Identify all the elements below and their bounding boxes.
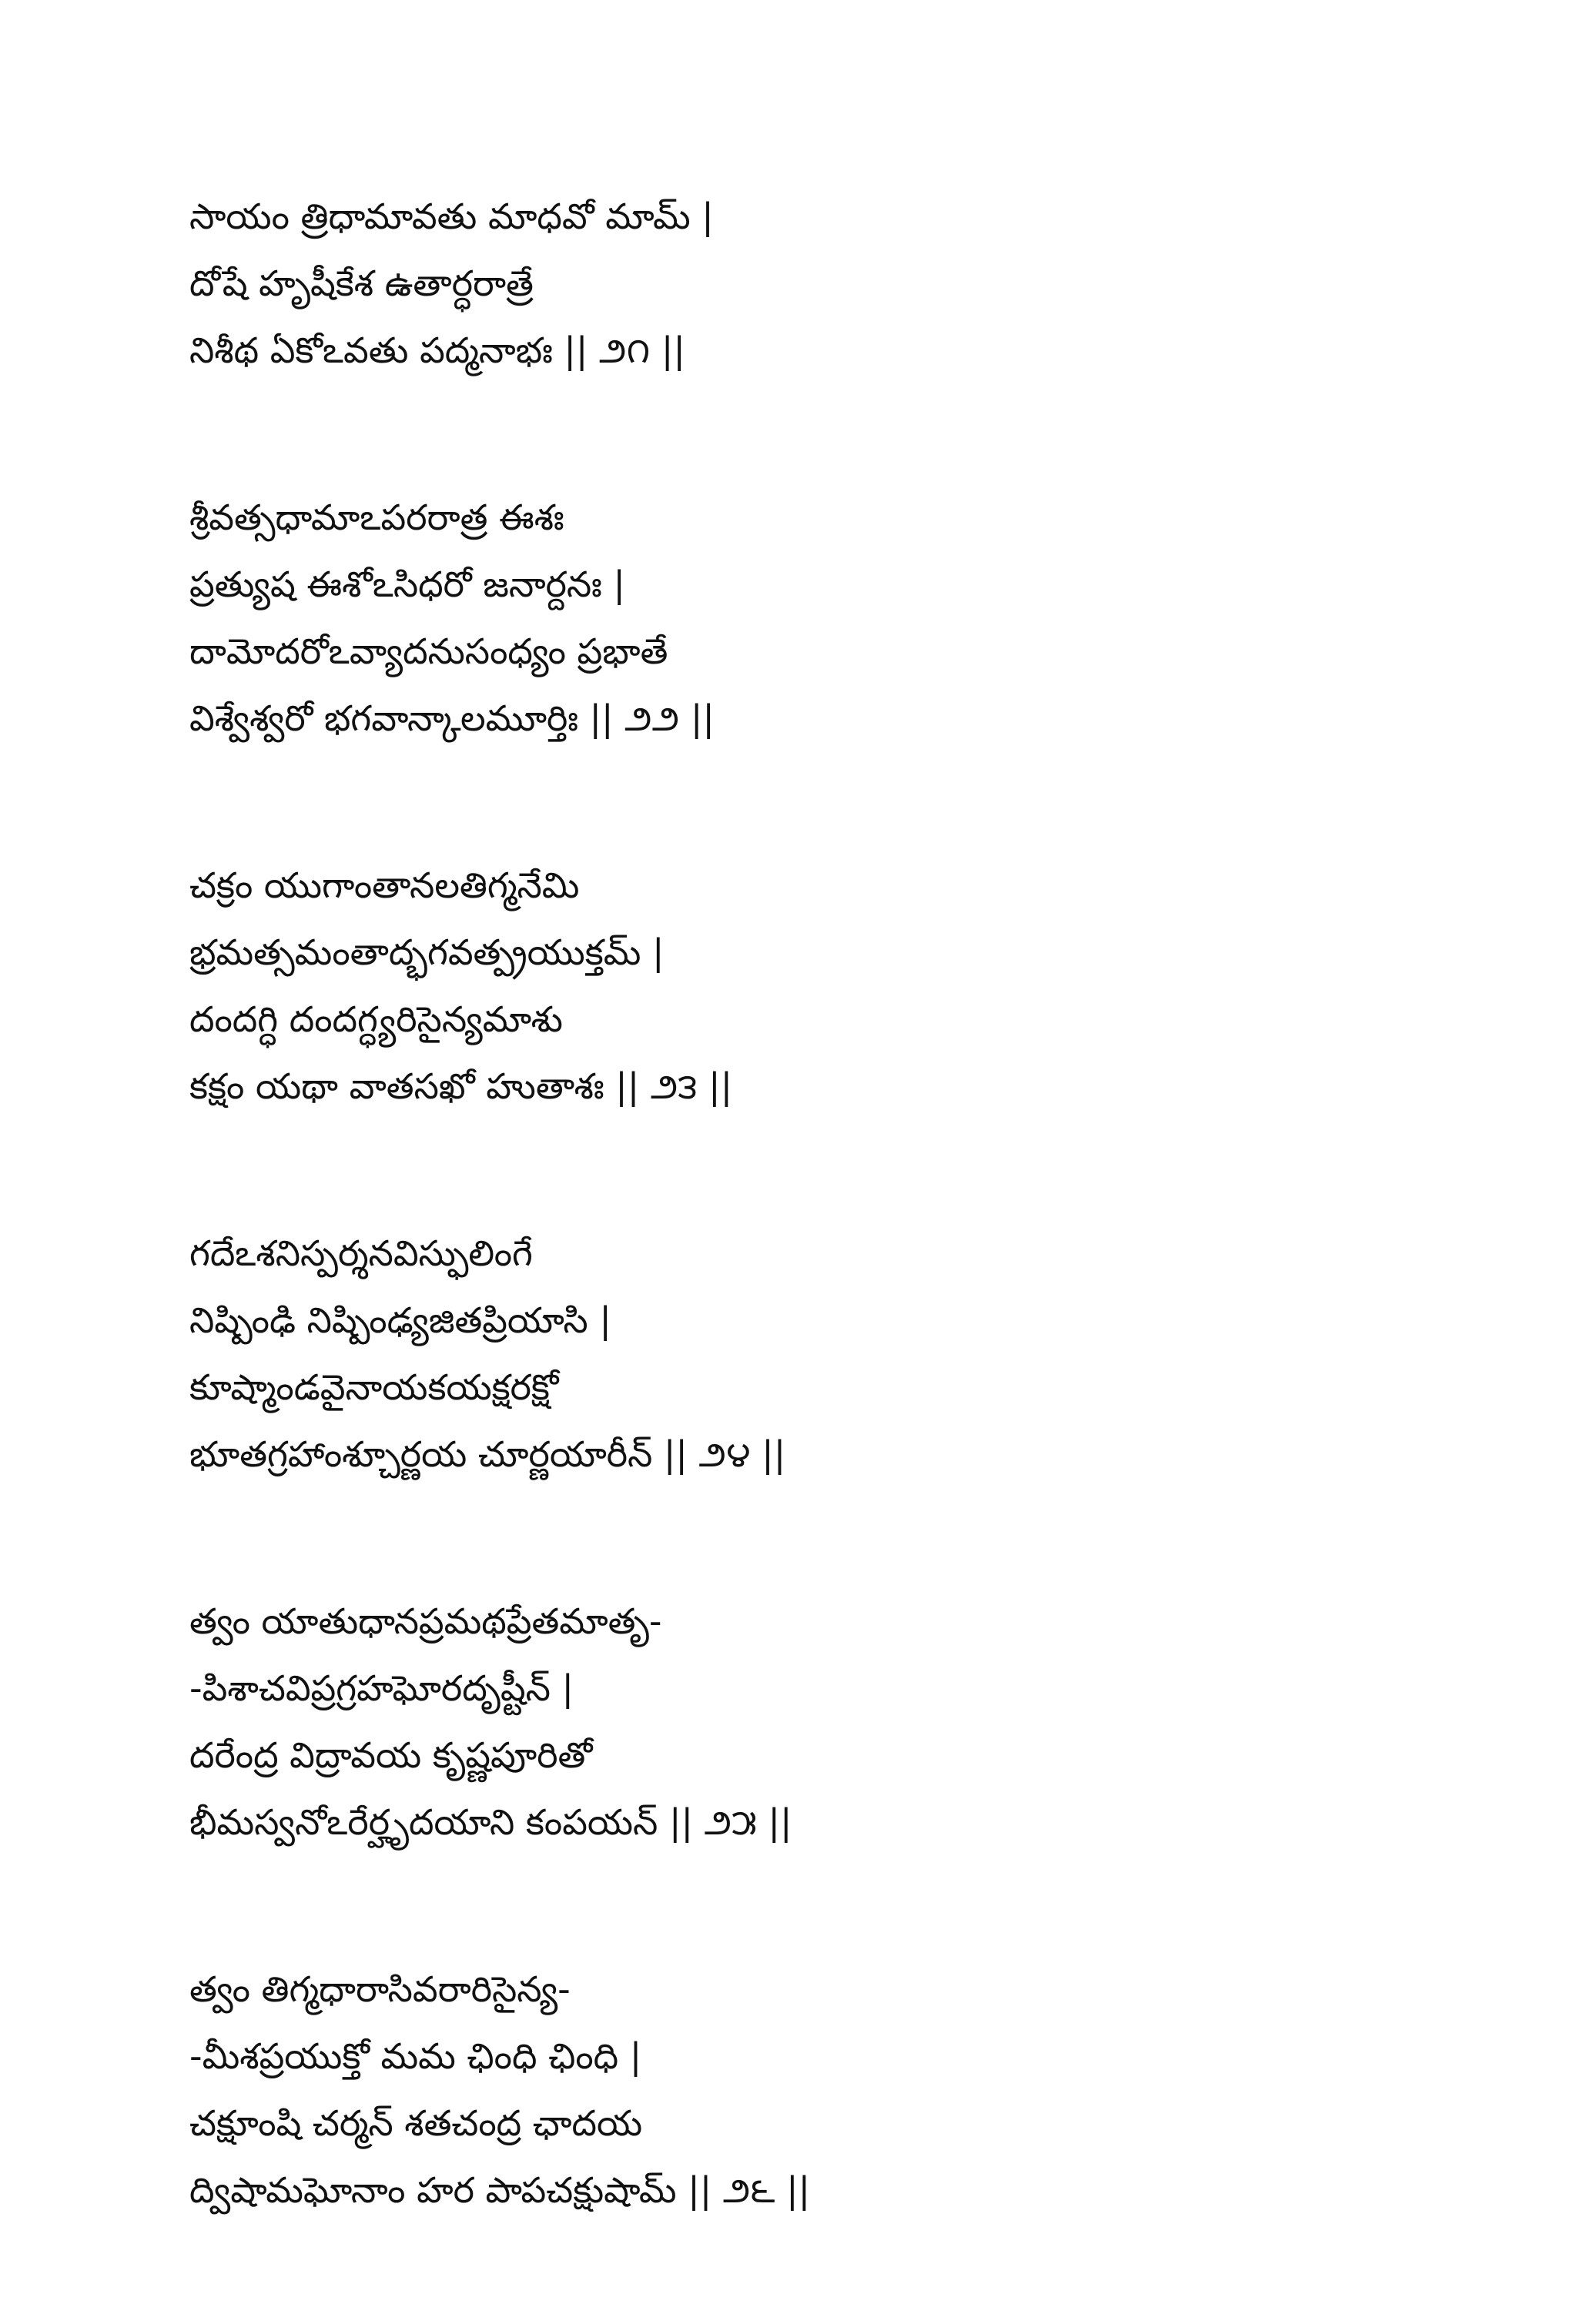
- verse-line: దోషే హృషీకేశ ఉతార్ధరాత్రే: [189, 262, 534, 304]
- stanza-21: [189, 183, 1498, 384]
- verse-line: శ్రీవత్సధామాఽపరరాత్ర ఈశః: [189, 497, 564, 538]
- verse-line: ద్విషామఘోనాం హర పాపచక్షుషామ్ || ౨౬ ||: [189, 2169, 811, 2211]
- stanza-25: [189, 1588, 1498, 1856]
- verse-line: కూష్మాండవైనాయకయక్షరక్షో: [189, 1366, 559, 1408]
- verse-line: త్వం యాతుధానప్రమథప్రేతమాతృ-: [189, 1600, 662, 1642]
- verse-line: దరేంద్ర విద్రావయ కృష్ణపూరితో: [189, 1734, 593, 1776]
- verse-line: నిశీథ ఏకోఽవతు పద్మనాభః || ౨౧ ||: [189, 329, 685, 371]
- verse-line: త్వం తిగ్మధారాసివరారిసైన్య-: [189, 1968, 571, 2010]
- verse-line: భూతగ్రహాంశ్చూర్ణయ చూర్ణయారీన్ || ౨౪ ||: [189, 1433, 786, 1475]
- verse-line: -పిశాచవిప్రగ్రహఘోరదృష్టీన్ |: [189, 1667, 574, 1709]
- verse-line: కక్షం యథా వాతసఖో హుతాశః || ౨౩ ||: [189, 1065, 733, 1107]
- verse-block: [189, 183, 1498, 2324]
- verse-line: విశ్వేశ్వరో భగవాన్కాలమూర్తిః || ౨౨ ||: [189, 697, 715, 739]
- stanza-26: [189, 1956, 1498, 2224]
- verse-line: ప్రత్యుష ఈశోఽసిధరో జనార్దనః |: [189, 563, 625, 605]
- verse-line: చక్రం యుగాంతానలతిగ్మనేమి: [189, 864, 580, 906]
- verse-line: సాయం త్రిధామావతు మాధవో మామ్ |: [189, 196, 714, 237]
- stanza-24: [189, 1220, 1498, 1488]
- verse-line: -మీశప్రయుక్తో మమ ఛింధి ఛింధి |: [189, 2035, 642, 2077]
- verse-line: గదేఽశనిస్పర్శనవిస్ఫులింగే: [189, 1232, 533, 1274]
- verse-line: దామోదరోఽవ్యాదనుసంధ్యం ప్రభాతే: [189, 630, 668, 672]
- verse-line: దందగ్ధి దందగ్ధ్యరిసైన్యమాశు: [189, 998, 563, 1040]
- verse-line: భీమస్వనోఽరేర్హృదయాని కంపయన్ || ౨౫ ||: [189, 1801, 792, 1843]
- stanza-22: [189, 484, 1498, 752]
- verse-line: నిష్పింఢి నిష్పింఢ్యజితప్రియాసి |: [189, 1299, 611, 1341]
- verse-line: భ్రమత్సమంతాద్భగవత్ప్రయుక్తమ్ |: [189, 931, 665, 973]
- stanza-23: [189, 852, 1498, 1120]
- verse-line: చక్షూంషి చర్మన్ శతచంద్ర ఛాదయ: [189, 2102, 643, 2144]
